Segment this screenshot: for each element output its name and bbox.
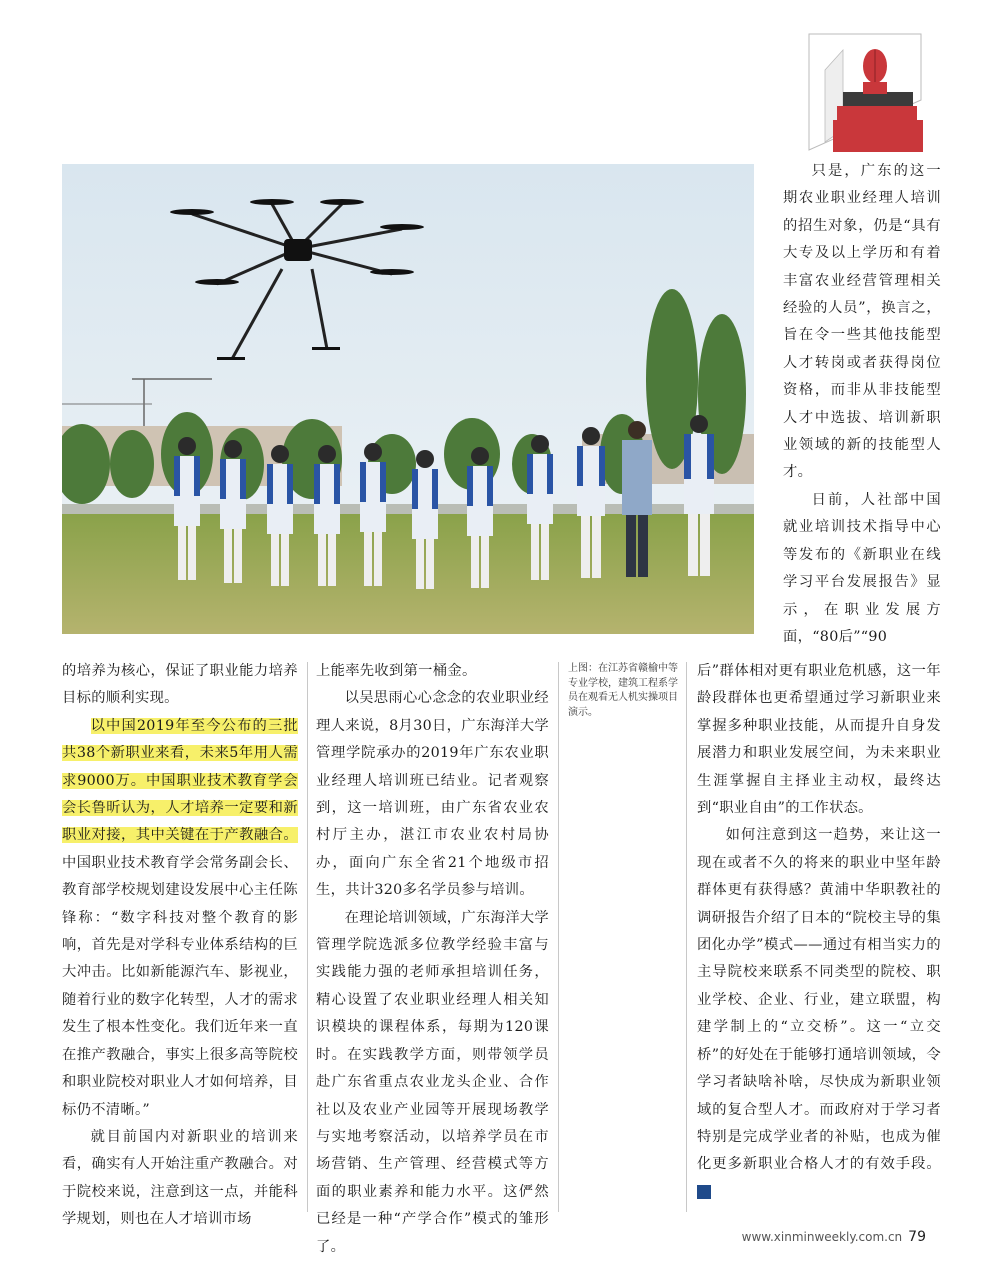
paragraph: 在理论培训领域，广东海洋大学管理学院选派多位教学经验丰富与实践能力强的老师承担培训任务，精心设置了农业职业经理人相关知识模块的课程体系，每期为120课时。在实践教学方面，则带领学员赴广东省重点农业龙头企业、合作社以及农业产业园等开展现场教学与实地考察活动，以培养学员在市场营销、生产管理、经营模式等方面的职业素养和能力水平。这俨然已经是一种“产学合作”模式的雏形了。 [316, 909, 549, 1255]
photo-caption: 上图：在江苏省赣榆中等专业学校，建筑工程系学员在观看无人机实操项目演示。 [568, 663, 678, 718]
article-column-4 [697, 658, 941, 1206]
highlighted-text: 以中国2019年至今公布的三批共38个新职业来看，未来5年用人需求9000万。中国职业技术教育学会会长鲁昕认为，人才培养一定要和新职业对接，其中关键在于产教融合。 [62, 717, 298, 844]
column-divider [686, 662, 687, 1212]
article-column-1 [62, 658, 298, 1234]
page-number: 79 [908, 1229, 926, 1245]
drone-demonstration-image [62, 164, 754, 634]
paragraph-text: 如何注意到这一趋势，来让这一现在或者不久的将来的职业中坚年龄群体更有获得感？黄浦中华职教社的调研报告介绍了日本的“院校主导的集团化办学”模式——通过有相当实力的主导院校来联系不同类型的院校、职业学校、企业、行业，建立联盟，构建学制上的“立交桥”。这一“立交桥”的好处在于能够打通培训领域，令学习者缺啥补啥，尽快成为新职业领域的复合型人才。而政府对于学习者特别是完成学业者的补贴，也成为催化更多新职业合格人才的有效手段。 [697, 827, 941, 1173]
paragraph: 的培养为核心，保证了职业能力培养目标的顺利实现。 [62, 663, 298, 707]
paragraph: 后”群体相对更有职业危机感，这一年龄段群体也更希望通过学习新职业来掌握多种职业技能，从而提升自身发展潜力和职业发展空间，为未来职业生涯掌握自主择业主动权，最终达到“职业自由”的工作状态。 [697, 663, 941, 817]
paragraph: 以吴思雨心心念念的农业职业经理人来说，8月30日，广东海洋大学管理学院承办的2019年广东农业职业经理人培训班已结业。记者观察到，这一培训班，由广东省农业农村厅主办，湛江市农业农村局协办，面向广东全省21个地级市招生，共计320多名学员参与培训。 [316, 690, 549, 899]
paragraph-highlighted [62, 713, 298, 1124]
paragraph: 上能率先收到第一桶金。 [316, 663, 477, 679]
paragraph [697, 822, 941, 1206]
end-mark-icon: 民 [697, 1185, 711, 1199]
page-footer [742, 1229, 926, 1245]
drone-photo [62, 164, 754, 634]
column-divider [307, 662, 308, 1212]
paragraph: 日前，人社部中国就业培训技术指导中心等发布的《新职业在线学习平台发展报告》显示，在职业发展方面，“80后”“90 [783, 491, 941, 645]
column-divider [558, 662, 559, 1212]
article-column-right-top [783, 158, 941, 651]
footer-url[interactable]: www.xinminweekly.com.cn [741, 1230, 903, 1244]
article-column-2 [316, 658, 549, 1261]
paragraph: 就目前国内对新职业的培训来看，确实有人开始注重产教融合。对于院校来说，注意到这一点，并能科学规划，则也在人才培训市场 [62, 1128, 298, 1228]
section-logo-icon [803, 30, 929, 154]
paragraph: 只是，广东的这一期农业职业经理人培训的招生对象，仍是“具有大专及以上学历和有着丰富农业经营管理相关经验的人员”，换言之，旨在令一些其他技能型人才转岗或者获得岗位资格，而非从非技能型人才中选拔、培训新职业领域的新的技能型人才。 [783, 163, 941, 481]
paragraph-text: 中国职业技术教育学会常务副会长、教育部学校规划建设发展中心主任陈锋称：“数字科技对整个教育的影响，首先是对学科专业体系结构的巨大冲击。比如新能源汽车、影视业，随着行业的数字化转型，人才的需求发生了根本性变化。我们近年来一直在推产教融合，事实上很多高等院校和职业院校对职业人才如何培养，目标仍不清晰。” [62, 854, 298, 1118]
